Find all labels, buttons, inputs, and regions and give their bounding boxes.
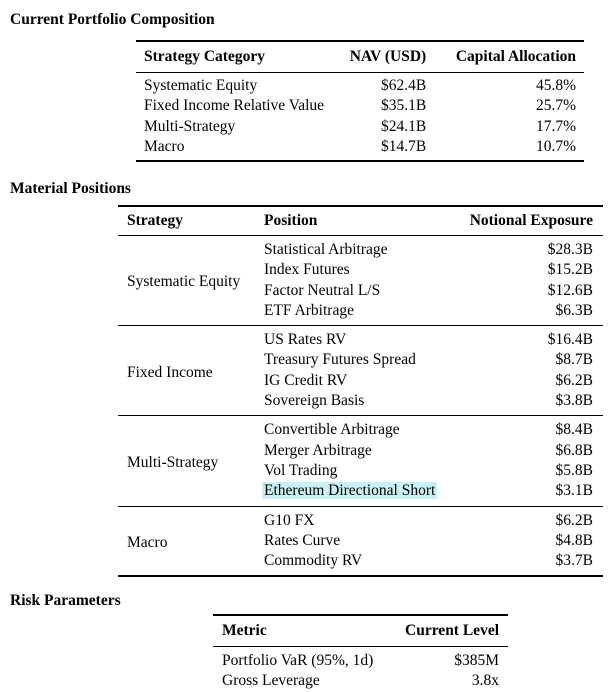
column-header-metric: Metric (213, 615, 393, 647)
cell-position: Vol Trading (264, 461, 338, 479)
column-header-capital-allocation: Capital Allocation (444, 41, 584, 73)
cell-notional: $6.2B (555, 371, 593, 389)
cell-category: Multi-Strategy (144, 117, 236, 135)
cell-position: G10 FX (264, 506, 456, 531)
strategy-group-label: Multi-Strategy (118, 416, 264, 506)
cell-nav: $14.7B (341, 137, 444, 161)
cell-position: Merger Arbitrage (264, 441, 372, 459)
cell-position: US Rates RV (264, 326, 456, 351)
column-header-current-level: Current Level (393, 615, 508, 647)
strategy-group-label: Macro (118, 506, 264, 576)
section-title-risk-parameters: Risk Parameters (10, 592, 121, 609)
cell-position-highlighted (264, 481, 456, 506)
cell-notional: $16.4B (456, 326, 603, 351)
cell-nav: $62.4B (381, 77, 427, 94)
column-header-position: Position (264, 206, 456, 236)
table-row (136, 96, 584, 116)
cell-notional: $6.8B (555, 441, 593, 459)
cell-allocation: 10.7% (444, 137, 584, 161)
cell-allocation: 17.7% (535, 117, 576, 135)
column-header-strategy: Strategy (118, 206, 264, 236)
cell-position: IG Credit RV (264, 371, 348, 389)
table-row (118, 506, 603, 531)
cell-metric: Gross Leverage (222, 672, 320, 690)
table-row (118, 416, 603, 441)
highlighted-position-text: Ethereum Directional Short (264, 482, 436, 500)
cell-notional: $6.3B (555, 301, 593, 319)
cell-position: ETF Arbitrage (264, 301, 354, 319)
cell-nav: $24.1B (381, 117, 427, 135)
cell-nav: $35.1B (381, 97, 427, 115)
portfolio-composition-table (136, 40, 584, 162)
cell-notional: $12.6B (547, 281, 593, 299)
section-title-material-positions: Material Positions (10, 180, 131, 197)
cell-notional: $6.2B (456, 506, 603, 531)
cell-notional: $4.8B (555, 531, 593, 549)
cell-position: Index Futures (264, 261, 350, 279)
cell-position: Factor Neutral L/S (264, 281, 381, 299)
table-row (118, 236, 603, 261)
cell-notional: $3.7B (456, 551, 603, 576)
table-row (136, 73, 584, 97)
cell-position: Sovereign Basis (264, 392, 365, 410)
cell-notional: $8.7B (555, 351, 593, 369)
cell-notional: $15.2B (547, 261, 593, 279)
cell-notional: $3.8B (555, 392, 593, 410)
strategy-group-label: Systematic Equity (127, 273, 241, 291)
table-row (213, 647, 508, 672)
cell-category: Fixed Income Relative Value (144, 97, 325, 115)
cell-position: Convertible Arbitrage (264, 416, 456, 441)
cell-notional: $3.1B (555, 482, 593, 500)
cell-allocation: 45.8% (535, 77, 576, 94)
cell-position: Statistical Arbitrage (264, 241, 388, 258)
material-positions-table (118, 205, 603, 577)
cell-category: Macro (136, 137, 341, 161)
table-row (118, 326, 603, 351)
column-header-notional-exposure: Notional Exposure (456, 206, 603, 236)
cell-allocation: 25.7% (535, 97, 576, 115)
cell-notional: $8.4B (456, 416, 603, 441)
cell-position: Commodity RV (264, 551, 456, 576)
cell-notional: $5.8B (555, 461, 593, 479)
cell-category: Systematic Equity (144, 77, 258, 94)
cell-position: Treasury Futures Spread (264, 351, 416, 369)
table-row (136, 137, 584, 161)
cell-notional: $28.3B (547, 241, 593, 258)
section-title-portfolio-composition: Current Portfolio Composition (10, 11, 215, 28)
cell-level: 3.8x (471, 672, 499, 690)
cell-level: $385M (454, 652, 499, 669)
table-row (136, 117, 584, 137)
cell-metric: Portfolio VaR (95%, 1d) (222, 652, 374, 669)
column-header-strategy-category: Strategy Category (136, 41, 341, 73)
table-row (213, 671, 508, 691)
column-header-nav: NAV (USD) (341, 41, 444, 73)
strategy-group-label: Fixed Income (118, 326, 264, 416)
cell-position: Rates Curve (264, 531, 341, 549)
